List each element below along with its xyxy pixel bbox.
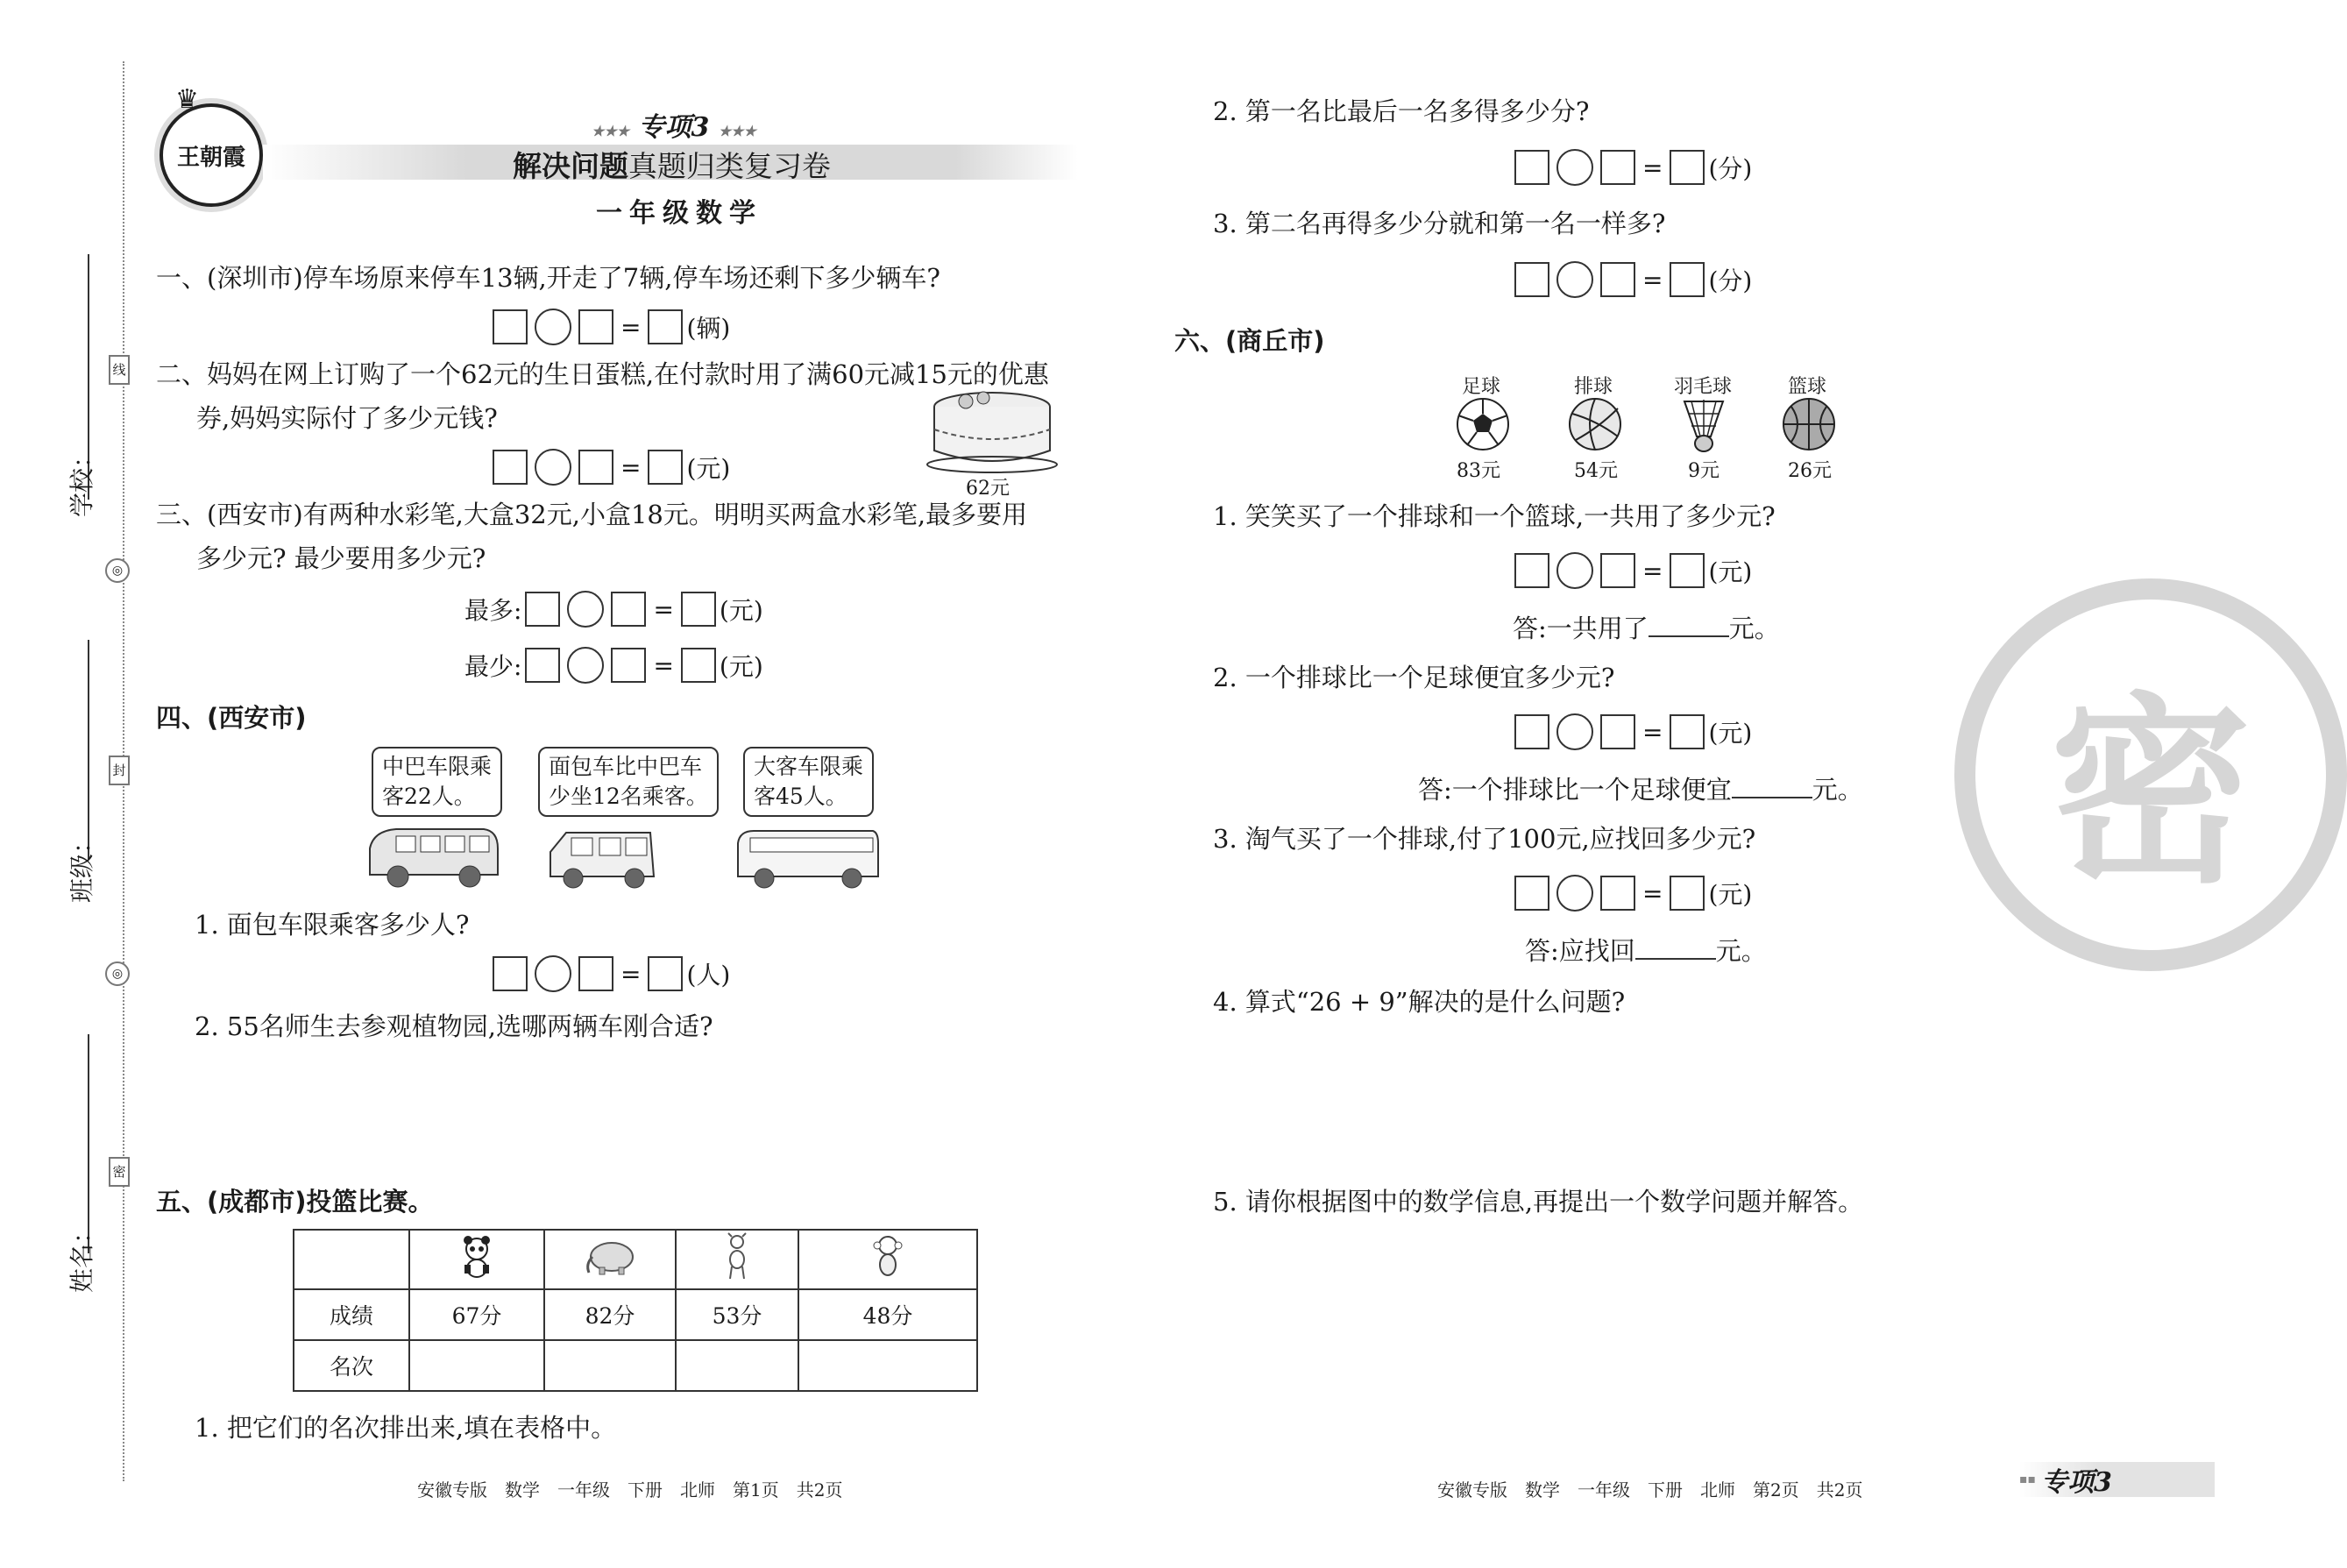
answer-box[interactable] (1514, 150, 1549, 185)
answer-box[interactable] (1514, 553, 1549, 588)
answer-box[interactable] (1670, 262, 1705, 297)
answer-formula: = (人) (493, 955, 730, 992)
score-cell: 82分 (544, 1289, 676, 1340)
operator-circle[interactable] (1556, 875, 1593, 912)
operator-circle[interactable] (567, 647, 604, 684)
question-5-sub2: 2. 第一名比最后一名多得多少分? (1213, 96, 1590, 126)
answer-formula: = (分) (1514, 149, 1752, 186)
question-4-sub2: 2. 55名师生去参观植物园,选哪两辆车刚合适? (195, 1011, 713, 1041)
operator-circle[interactable] (567, 591, 604, 628)
question-2: 二、妈妈在网上订购了一个62元的生日蛋糕,在付款时用了满60元减15元的优惠 (156, 359, 1049, 389)
answer-formula: = (辆) (493, 309, 730, 345)
rank-row-label: 名次 (294, 1340, 409, 1391)
item-name: 足球 (1462, 376, 1501, 398)
answer-formula-most: 最多: = (元) (461, 591, 763, 628)
question-1: 一、(深圳市)停车场原来停车13辆,开走了7辆,停车场还剩下多少辆车? (156, 263, 940, 293)
monkey-icon (870, 1233, 905, 1281)
footer-tag: ▪▪ 专项3 (2019, 1462, 2215, 1497)
answer-formula: = (元) (493, 449, 730, 486)
operator-circle[interactable] (535, 309, 571, 345)
answer-box[interactable] (493, 956, 528, 991)
seal-circle-icon: ◎ (105, 961, 130, 986)
page-subtitle: 一年级数学 (596, 198, 762, 229)
question-6-sub1: 1. 笑笑买了一个排球和一个篮球,一共用了多少元? (1213, 501, 1776, 531)
rank-cell[interactable] (676, 1340, 798, 1391)
seal-mark-secret: 密 (109, 1157, 130, 1187)
question-2-cont: 券,妈妈实际付了多少元钱? (196, 403, 498, 433)
answer-box[interactable] (578, 309, 613, 344)
answer-box[interactable] (1514, 876, 1549, 911)
footer-right: 安徽专版 数学 一年级 下册 北师 第2页 共2页 (1437, 1479, 1863, 1501)
answer-box[interactable] (1600, 150, 1635, 185)
volleyball-icon (1567, 396, 1623, 452)
speech-bubble-van: 面包车比中巴车 少坐12名乘客。 (538, 747, 719, 817)
footer-left: 安徽专版 数学 一年级 下册 北师 第1页 共2页 (417, 1479, 843, 1501)
answer-blank[interactable] (1635, 935, 1716, 960)
question-6-sub4: 4. 算式“26 + 9”解决的是什么问题? (1213, 987, 1626, 1017)
answer-box[interactable] (611, 592, 646, 627)
answer-formula-least: 最少: = (元) (461, 647, 763, 684)
panda-icon (459, 1235, 494, 1279)
item-name: 篮球 (1788, 376, 1827, 398)
question-4-sub1: 1. 面包车限乘客多少人? (195, 910, 470, 940)
seal-mark-seal: 封 (109, 756, 130, 785)
question-5-sub3: 3. 第二名再得多少分就和第一名一样多? (1213, 209, 1666, 238)
question-6-sub5: 5. 请你根据图中的数学信息,再提出一个数学问题并解答。 (1213, 1187, 1864, 1217)
answer-box[interactable] (681, 648, 716, 683)
logo-text: 王朝霞 (176, 144, 245, 171)
item-name: 排球 (1574, 376, 1613, 398)
square-icon: ▪▪ (2019, 1472, 2036, 1486)
answer-box[interactable] (1514, 262, 1549, 297)
watermark-char: 密 (2049, 676, 2251, 911)
answer-box[interactable] (578, 956, 613, 991)
operator-circle[interactable] (535, 449, 571, 486)
item-name: 羽毛球 (1674, 376, 1733, 398)
class-label: 班级： (67, 828, 96, 903)
question-6-sub3: 3. 淘气买了一个排球,付了100元,应找回多少元? (1213, 824, 1756, 854)
question-5-sub1: 1. 把它们的名次排出来,填在表格中。 (195, 1413, 617, 1443)
item-price: 83元 (1457, 460, 1500, 482)
item-price: 26元 (1788, 460, 1832, 482)
answer-line-3: 答:应找回 元。 (1525, 936, 1767, 966)
shuttlecock-icon (1679, 396, 1728, 454)
answer-box[interactable] (648, 450, 683, 485)
header-badge: ★★★ 专项3 ★★★ (592, 112, 756, 143)
logo-crown-icon: ♛ (175, 84, 199, 115)
answer-formula: = (元) (1514, 713, 1752, 750)
answer-box[interactable] (493, 309, 528, 344)
answer-box[interactable] (1600, 876, 1635, 911)
answer-blank[interactable] (1732, 774, 1812, 798)
question-5-title: 五、(成都市)投篮比赛。 (156, 1187, 434, 1217)
answer-formula: = (分) (1514, 261, 1752, 298)
answer-box[interactable] (648, 309, 683, 344)
question-6-title: 六、(商丘市) (1174, 326, 1325, 356)
answer-formula: = (元) (1514, 875, 1752, 912)
answer-box[interactable] (681, 592, 716, 627)
operator-circle[interactable] (1556, 713, 1593, 750)
answer-box[interactable] (1600, 714, 1635, 749)
operator-circle[interactable] (1556, 261, 1593, 298)
answer-box[interactable] (493, 450, 528, 485)
name-label: 姓名： (67, 1218, 96, 1293)
answer-box[interactable] (1600, 553, 1635, 588)
seal-mark-line: 线 (109, 355, 130, 385)
score-table (293, 1229, 978, 1392)
deer-icon (720, 1233, 755, 1281)
answer-box[interactable] (1514, 714, 1549, 749)
school-label: 学校： (67, 443, 96, 517)
score-row-label: 成绩 (294, 1289, 409, 1340)
answer-box[interactable] (611, 648, 646, 683)
question-3: 三、(西安市)有两种水彩笔,大盒32元,小盒18元。明明买两盒水彩笔,最多要用 (156, 500, 1028, 529)
operator-circle[interactable] (1556, 552, 1593, 589)
score-cell: 67分 (409, 1289, 544, 1340)
operator-circle[interactable] (535, 955, 571, 992)
answer-box[interactable] (525, 648, 560, 683)
question-6-sub2: 2. 一个排球比一个足球便宜多少元? (1213, 663, 1615, 692)
speech-bubble-minibus: 中巴车限乘 客22人。 (372, 747, 502, 817)
item-price: 9元 (1688, 460, 1719, 482)
operator-circle[interactable] (1556, 149, 1593, 186)
answer-line-2: 答:一个排球比一个足球便宜 元。 (1418, 775, 1863, 805)
page-title: 解决问题真题归类复习卷 (513, 149, 831, 183)
answer-box[interactable] (1670, 876, 1705, 911)
minibus-icon (361, 822, 501, 892)
elephant-icon (584, 1238, 636, 1276)
star-icon: ★★★ (718, 123, 756, 139)
answer-line-1: 答:一共用了 元。 (1513, 614, 1780, 643)
question-4-title: 四、(西安市) (156, 703, 307, 733)
rank-cell[interactable] (409, 1340, 544, 1391)
rank-cell[interactable] (544, 1340, 676, 1391)
answer-box[interactable] (1670, 714, 1705, 749)
answer-box[interactable] (1670, 553, 1705, 588)
answer-blank[interactable] (1649, 613, 1729, 637)
item-price: 54元 (1574, 460, 1618, 482)
watermark-seal (1954, 578, 2347, 971)
answer-box[interactable] (1600, 262, 1635, 297)
question-3-cont: 多少元? 最少要用多少元? (196, 543, 486, 573)
answer-box[interactable] (578, 450, 613, 485)
score-cell: 48分 (798, 1289, 977, 1340)
score-cell: 53分 (676, 1289, 798, 1340)
answer-box[interactable] (648, 956, 683, 991)
answer-box[interactable] (1670, 150, 1705, 185)
class-blank-line (88, 640, 89, 859)
speech-bubble-coach: 大客车限乘 客45人。 (743, 747, 874, 817)
star-icon: ★★★ (592, 123, 630, 139)
football-icon (1455, 396, 1511, 452)
van-icon (545, 822, 659, 892)
cake-icon (922, 387, 1062, 475)
logo (160, 103, 263, 207)
basketball-icon (1781, 396, 1837, 452)
answer-box[interactable] (525, 592, 560, 627)
seal-circle-icon: ◎ (105, 558, 130, 583)
cake-price: 62元 (966, 478, 1010, 500)
coach-icon (733, 822, 882, 892)
rank-cell[interactable] (798, 1340, 977, 1391)
answer-formula: = (元) (1514, 552, 1752, 589)
